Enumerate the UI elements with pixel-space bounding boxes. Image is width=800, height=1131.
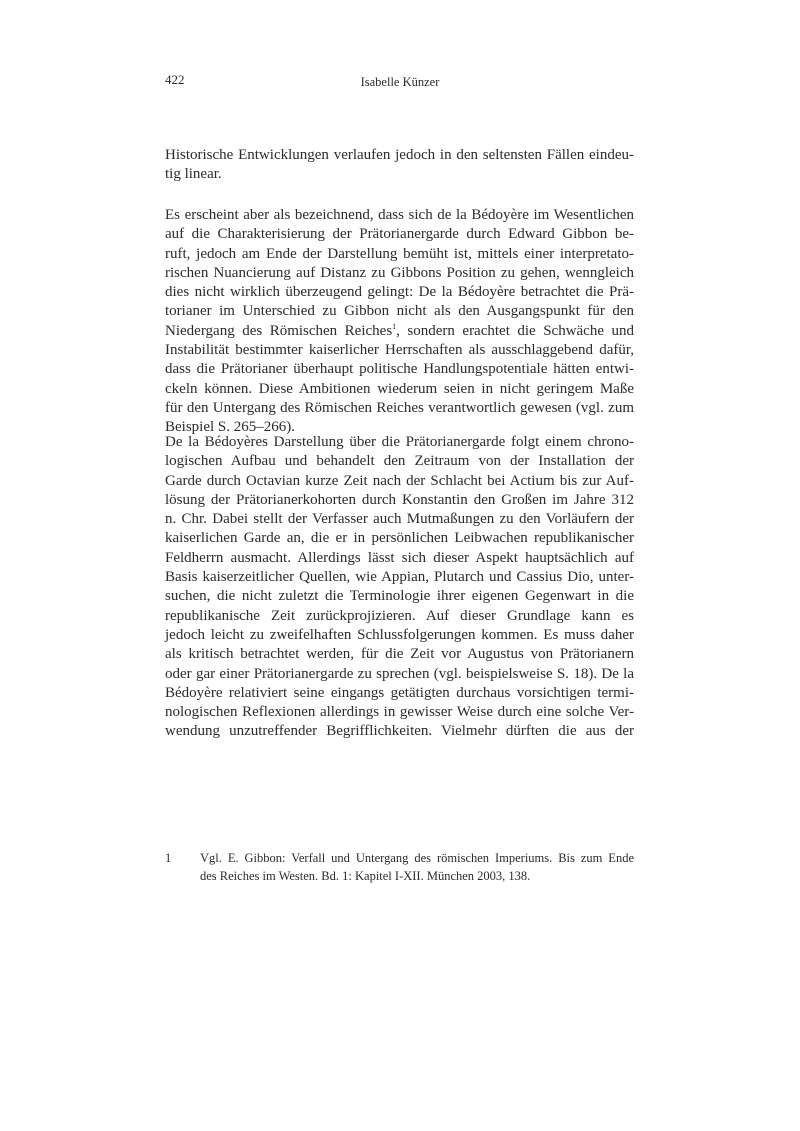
text-line: jedoch leicht zu zweifelhaften Schlussfolgerungen kommen. Es muss daher: [165, 626, 634, 643]
text-line: rischen Nuancierung auf Distanz zu Gibbons Position zu gehen, wenngleich: [165, 264, 634, 281]
text-line: dass die Prätorianer überhaupt politische Handlungspotentiale hätten entwi-: [165, 361, 634, 378]
text-line: Bédoyère relativiert seine eingangs getätigten durchaus vorsichtigen termi-: [165, 684, 634, 701]
text-line: republikanische Zeit zurückprojizieren. Auf dieser Grundlage kann es: [165, 607, 634, 624]
text-line: für den Untergang des Römischen Reiches verantwortlich gewesen (vgl. zum: [165, 399, 634, 416]
text-line: Feldherrn ausmacht. Allerdings lässt sich dieser Aspekt hauptsächlich auf: [165, 549, 634, 566]
text-line-with-footnote: [165, 322, 634, 341]
text-line: lösung der Prätorianerkohorten durch Konstantin den Großen im Jahre 312: [165, 491, 634, 508]
text-line: Garde durch Octavian kurze Zeit nach der Schlacht bei Actium bis zur Auf-: [165, 472, 634, 489]
footnote-reference[interactable]: 1: [392, 321, 397, 331]
running-header-author: Isabelle Künzer: [360, 75, 440, 89]
text-line: wendung unzutreffender Begrifflichkeiten. Vielmehr dürften die aus der: [165, 723, 634, 740]
text-line: als kritisch betrachtet werden, für die Zeit vor Augustus von Prätorianern: [165, 646, 634, 663]
text-line: Basis kaiserzeitlicher Quellen, wie Appian, Plutarch und Cassius Dio, unter-: [165, 569, 634, 586]
footnote-number: 1: [165, 851, 172, 865]
text-line: kaiserlichen Garde an, die er in persönlichen Leibwachen republikanischer: [165, 530, 634, 547]
text-line: Instabilität bestimmter kaiserlicher Herrschaften als ausschlaggebend dafür,: [165, 342, 634, 359]
text-line: torianer im Unterschied zu Gibbon nicht als den Ausgangspunkt für den: [165, 303, 634, 320]
text-line: suchen, die nicht zuletzt die Terminologie ihrer eigenen Gegenwart in die: [165, 588, 634, 605]
text-line: De la Bédoyères Darstellung über die Prätorianergarde folgt einem chrono-: [165, 434, 634, 450]
text-line: nologischen Reflexionen allerdings in gewisser Weise durch eine solche Ver-: [165, 704, 634, 721]
text-line: Historische Entwicklungen verlaufen jedoch in den seltensten Fällen eindeu-: [165, 147, 634, 163]
text-line: dies nicht wirklich überzeugend gelingt: De la Bédoyère betrachtet die Prä-: [165, 284, 634, 301]
text-line: auf die Charakterisierung der Prätorianergarde durch Edward Gibbon be-: [165, 226, 634, 243]
text-line: Es erscheint aber als bezeichnend, dass sich de la Bédoyère im Wesentlichen: [165, 207, 634, 223]
text-line: ckeln können. Diese Ambitionen wiederum seien in nicht geringem Maße: [165, 380, 634, 397]
paragraph-2: [165, 206, 634, 438]
footnote-text: [200, 849, 634, 885]
text-line: oder gar einer Prätorianergarde zu sprechen (vgl. beispielsweise S. 18). De la: [165, 665, 634, 682]
footnote-line: des Reiches im Westen. Bd. 1: Kapitel I-XII. München 2003, 138.: [200, 869, 531, 883]
footnote-line: Vgl. E. Gibbon: Verfall und Untergang des römischen Imperiums. Bis zum Ende: [200, 851, 634, 865]
text-segment: , sondern erachtet die Schwäche und: [396, 322, 634, 339]
paragraph-3: [165, 433, 634, 742]
text-line: n. Chr. Dabei stellt der Verfasser auch Mutmaßungen zu den Vorläufern der: [165, 511, 634, 528]
paragraph-1: [165, 146, 634, 185]
text-segment: Niedergang des Römischen Reiches: [165, 322, 393, 339]
text-line: ruft, jedoch am Ende der Darstellung bemüht ist, mittels einer interpretato-: [165, 245, 634, 262]
text-line: Beispiel S. 265–266).: [165, 419, 295, 436]
text-line: logischen Aufbau und behandelt den Zeitraum von der Installation der: [165, 453, 634, 470]
page-number: 422: [165, 72, 185, 87]
text-line: tig linear.: [165, 166, 222, 183]
